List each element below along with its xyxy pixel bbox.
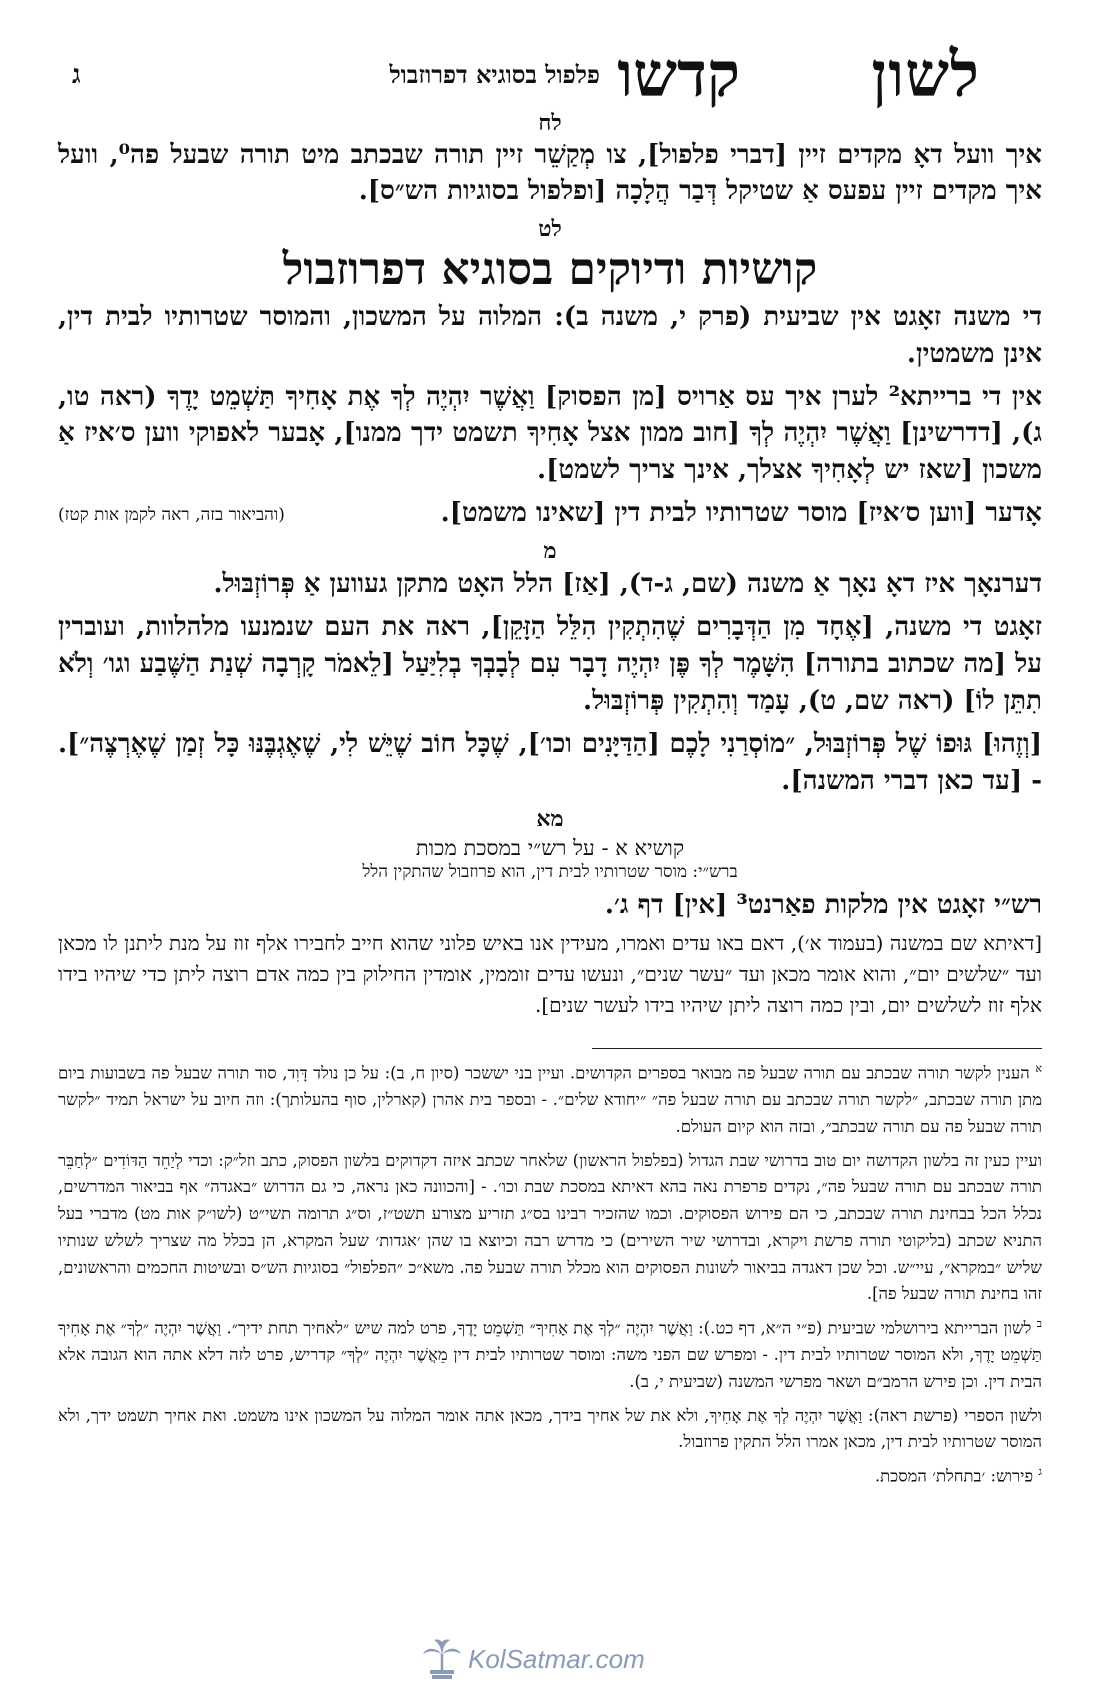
footnote-continuation: ולשון הספרי (פרשת ראה): וַאֲשֶׁר יִהְיֶה לְךָ אֶת אָחִיךָ, ולא את של אחיך בידך, מכאן אתה אומר המלוה על המשכון אינו משמט. ואת אחיך תשמט ידך, ולא המוסר שטרותיו לבית דין, מכאן אמרו הלל התקין פרוזבול. [58, 1405, 1042, 1452]
running-header [60, 38, 1040, 111]
footnote [58, 1060, 1042, 1141]
paragraph [58, 495, 1042, 532]
brand-domain: .com [588, 1644, 645, 1674]
paragraph-note: (והביאור בזה, ראה לקמן אות קטז) [58, 505, 285, 526]
section-title: קושיות ודיוקים בסוגיא דפרוזבול [282, 243, 818, 295]
palm-book-icon [420, 1636, 464, 1682]
paragraph-intro: איך וועל דאָ מקדים זיין [דברי פלפול], צו מְקַשֵׁר זיין תורה שבכתב מיט תורה שבעל פה⁰, וועל איך מקדים זיין עפעס אַ שטיקל דְּבַר הֲלָכָה [ופלפול בסוגיות הש״ס]. [58, 140, 1042, 206]
section-number: לט [538, 215, 562, 242]
footnote-divider [592, 1048, 1042, 1049]
footnote [58, 1315, 1042, 1396]
quote-paragraph: [דאיתא שם במשנה (בעמוד א׳), דאם באו עדים ואמרו, מעידין אנו באיש פלוני שהוא חייב לחבירו אלף זוז על מנת ליתנן לו מכאן ועד ״שלשים יום״, והוא אומר מכאן ועד ״עשר שנים״, ונעשו עדים זוממין, אומדין החילוק בין כמה אדם רוצה ליתן כדי שיהיו בידו אלף זוז לשלשים יום, ובין כמה רוצה ליתן שיהיו בידו לעשר שנים]. [58, 930, 1042, 1017]
header-title-right: לשון [871, 38, 980, 111]
paragraph: [וְזֶהוּ] גּוּפוֹ שֶׁל פְּרוֹזְבּוּל, ״מוֹסְרַנִי לָכֶם [הַדַּיָּנִים וכו׳], שֶׁכָּל חוֹב שֶׁיֵּשׁ לִי, שֶׁאֶגְבֶּנּוּ כָּל זְמַן שֶׁאֶרְצֶה״]. - [עד כאן דברי המשנה]. [58, 728, 1042, 796]
kushya-subtitle: ברש״י: מוסר שטרותיו לבית דין, הוא פרוזבול שהתקין הלל [362, 861, 738, 882]
footnote-text: לשון הברייתא בירושלמי שביעית (פ״י ה״א, דף כט.): וַאֲשֶׁר יִהְיֶה ״לְךָ אֶת אָחִיךָ״ תַּשְׁמֵט יָדֶךָ, פרט למה שיש ״לאחיך תחת ידיך״. וַאֲשֶׁר יִהְיֶה ״לְךָ״ אֶת אָחִיךָ תַּשְׁמֵט יָדֶךָ, ולא המוסר שטרותיו לבית דין. - ומפרש שם הפני משה: ומוסר שטרותיו לבית דין מֵאֲשֶׁר יִהְיֶה ״לְךָ״ קדריש, פרט לזה דלא אתה הוא הגובה אלא הבית דין. וכן פירש הרמב״ם ושאר מפרשי המשנה (שביעית י, ב). [58, 1318, 1042, 1391]
footnote [58, 1463, 1042, 1490]
footer-watermark [0, 1630, 1100, 1690]
rashi-line: רש״י זאָגט אין מלקות פאַרנט³ [אין] דף ג׳. [604, 889, 1042, 920]
section-number: מא [536, 805, 564, 832]
footnote-text: הענין לקשר תורה שבכתב עם תורה שבעל פה מבואר בספרים הקדושים. ועיין בני יששכר (סיון ח, ב): על כן נולד דָּוִד, סוד תורה שבעל פה בשבועות ביום מתן תורה שבכתב, ״לקשר תורה שבכתב עם תורה שבעל פה״ ״יחודא שלים״. - ובספר בית אהרן (קארלין, סוף בהעלותך): וזה חיוב על ישראל תמיד ״לקשר תורה שבעל פה עם תורה שבכתב״, ובזה הוא קיום העולם. [58, 1063, 1042, 1136]
section-number: מ [543, 538, 557, 565]
footnote-marker: ב [1036, 1316, 1042, 1330]
footnote-continuation: ועיין כעין זה בלשון הקדושה יום טוב בדרושי שבת הגדול (בפלפול הראשון) שלאחר שכתב איזה דקדוקים בלשון הפסוק, כתב וזל״ק: וכדי לְיַחֵד הַדּוֹדִים ״לְחַבֵּר תורה שבכתב עם תורה שבעל פה״, נקדים פרפרת נאה בהא דאיתא במסכת שבת וכו׳. - [והכוונה כאן נראה, כי גם הדרוש ״באגדה״ אף בביאור המדרשים, נכלל הכל בבחינת תורה שבכתב, כי הם פירוש הפסוקים. וכמו שהזכיר רבינו בס״ג תזריע מצורע תשט״ז, וס״ג תרומה תשי״ט (לשו״ק אות מט) מדברי בעל התניא שכתב (בליקוטי תורה פרשת ויקרא, ובדרושי שיר השירים) כי מדרש רבה וכיוצא בו שהן ׳אגדות׳ שעל המקרא, הן בכלל מה שצריך לשלש שנותיו שליש ״במקרא״, עיי״ש. וכל שכן דאגדה בביאור לשונות הפסוקים הוא מכלל תורה שבעל פה. משא״כ ״הפלפול״ בסוגיות הש״ס ובשיטות החכמים והראשונים, זהו בחינת תורה שבעל פה]. [58, 1150, 1042, 1304]
kushya-title: קושיא א - על רש״י במסכת מכות [415, 835, 685, 860]
paragraph: דערנאָך איז דאָ נאָך אַ משנה (שם, ג-ד), [אַז] הלל האָט מתקן געווען אַ פְּרוֹזְבּוּל. [213, 569, 1042, 600]
footnote-text: פירוש: ׳בתחלת׳ המסכת. [874, 1466, 1034, 1486]
paragraph: זאָגט די משנה, [אֶחָד מִן הַדְּבָרִים שֶׁהִתְקִין הִלֵּל הַזָּקֵן], ראה את העם שנמנעו מלהלוות, ועוברין על [מה שכתוב בתורה] הִשָּׁמֶר לְךָ פֶּן יִהְיֶה דָבָר עִם לְבָבְךָ בְלִיַּעַל [לֵאמֹר קָרְבָה שְׁנַת הַשֶּׁבַע וגו׳ וְלֹא תִתֵּן לוֹ] (ראה שם, ט), עָמַד וְהִתְקִין פְּרוֹזְבּוּל. [58, 612, 1042, 716]
header-subtitle: פלפול בסוגיא דפרוזבול [389, 60, 600, 89]
footnote-marker: ג [1038, 1465, 1042, 1479]
paragraph: אין די ברייתא² לערן איך עס אַרויס [מן הפסוק] וַאֲשֶׁר יִהְיֶה לְךָ אֶת אָחִיךָ תַּשְׁמֵט יָדֶךָ (ראה טו, ג), [דדרשינן] וַאֲשֶׁר יִהְיֶה לְךָ [חוב ממון אצל אָחִיךָ תשמט ידך ממנו], אָבער לאפוקי ווען ס׳איז אַ משכון [שאז יש לְאָחִיךָ אצלך, אינך צריך לשמט]. [58, 381, 1042, 486]
footnote-marker: א [1035, 1062, 1042, 1075]
paragraph-text: אָדער [ווען ס׳איז] מוסר שטרותיו לבית דין [שאינו משמט]. [440, 498, 1042, 529]
brand-name: KolSatmar [468, 1644, 589, 1674]
footnotes [58, 1060, 1042, 1497]
paragraph: די משנה זאָגט אין שביעית (פרק י, משנה ב): המלוה על המשכון, והמוסר שטרותיו לבית דין, אינן משמטין. [58, 301, 1042, 369]
main-content [58, 108, 1042, 1027]
brand-logo [468, 1644, 645, 1675]
header-title-mid: קדשו [617, 38, 740, 111]
page-number: ג [72, 60, 81, 90]
section-number: לח [538, 110, 562, 136]
